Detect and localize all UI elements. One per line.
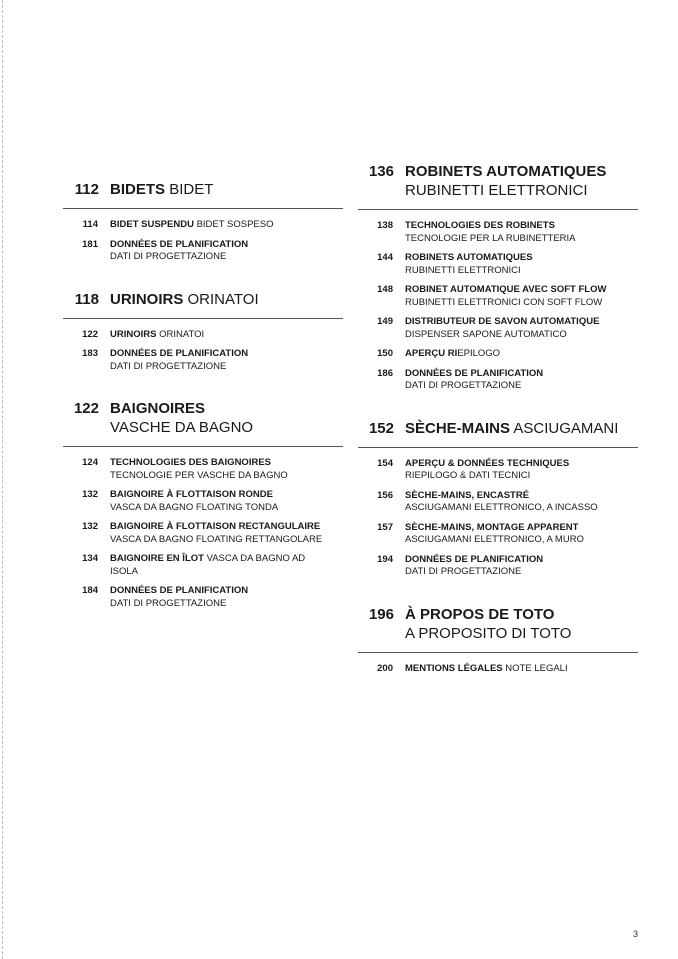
- section-heading[interactable]: [63, 399, 343, 437]
- toc-section-a-propos: [358, 605, 638, 676]
- section-title-it: VASCHE DA BAGNO: [110, 419, 254, 436]
- entry-title-it: VASCA DA BAGNO AD ISOLA: [110, 553, 306, 577]
- section-title: [110, 399, 253, 437]
- toc-section-bidets: [63, 180, 343, 264]
- entry-page-number: 200: [377, 662, 393, 674]
- section-title-it: RUBINETTI ELETTRONICI: [405, 182, 588, 199]
- entry-title-it: TECNOLOGIE PER LA RUBINETTERIA: [405, 232, 576, 244]
- section-title-fr: À PROPOS DE TOTO: [405, 605, 555, 623]
- toc-entry[interactable]: [358, 348, 638, 361]
- section-title: [110, 290, 259, 309]
- entry-page-number: 124: [82, 457, 98, 468]
- entry-page-number: 132: [82, 489, 98, 500]
- toc-entry[interactable]: [358, 220, 638, 245]
- section-page-number: 152: [368, 419, 394, 437]
- entry-title-fr: APERÇU & DONNÉES TECHNIQUES: [405, 457, 570, 469]
- toc-entry[interactable]: [63, 219, 343, 232]
- entry-text: [405, 663, 568, 676]
- entry-title-fr: DISTRIBUTEUR DE SAVON AUTOMATIQUE: [405, 316, 600, 327]
- toc-entry[interactable]: [358, 663, 638, 676]
- section-title-fr: SÈCHE-MAINS: [405, 419, 511, 437]
- entry-page-number: 181: [82, 238, 98, 250]
- section-title-it: A PROPOSITO DI TOTO: [405, 624, 572, 642]
- entry-title-it: EPILOGO: [457, 348, 501, 359]
- entry-text: [405, 348, 500, 361]
- section-divider: [358, 652, 638, 653]
- section-divider: [358, 209, 638, 210]
- entry-text: [110, 457, 288, 482]
- entry-page-number: 150: [377, 348, 393, 359]
- entry-page-number: 184: [82, 585, 98, 596]
- toc-entry[interactable]: [358, 316, 638, 341]
- entry-text: [405, 490, 598, 515]
- entry-text: [405, 284, 606, 309]
- entry-page-number: 134: [82, 553, 98, 564]
- entry-page-number: 157: [377, 521, 393, 533]
- section-title: [405, 419, 618, 438]
- entry-page-number: 186: [377, 367, 393, 379]
- section-heading[interactable]: [358, 162, 638, 200]
- entry-text: [405, 522, 584, 547]
- entry-text: [110, 521, 322, 546]
- page-number: 3: [632, 929, 638, 939]
- toc-entry[interactable]: [63, 585, 343, 610]
- entry-text: [110, 219, 273, 232]
- section-title-fr: BIDETS: [110, 181, 166, 198]
- entry-title-fr: ROBINET AUTOMATIQUE AVEC SOFT FLOW: [405, 284, 607, 295]
- entry-title-it: RIEPILOGO & DATI TECNICI: [405, 470, 531, 481]
- entry-title-fr: BAIGNOIRE À FLOTTAISON RECTANGULAIRE: [110, 521, 321, 532]
- section-divider: [63, 318, 343, 319]
- entry-page-number: 122: [82, 328, 98, 340]
- toc-section-urinoirs: [63, 290, 343, 374]
- section-title-fr: BAIGNOIRES: [110, 400, 206, 417]
- section-divider: [358, 447, 638, 448]
- entry-text: [110, 553, 310, 578]
- entry-title-fr: MENTIONS LÉGALES: [405, 662, 503, 674]
- entry-title-it: TECNOLOGIE PER VASCHE DA BAGNO: [110, 469, 288, 481]
- entry-page-number: 132: [82, 521, 98, 532]
- entry-title-it: VASCA DA BAGNO FLOATING RETTANGOLARE: [110, 533, 323, 545]
- section-title-it: ORINATOI: [187, 290, 259, 308]
- entry-page-number: 149: [377, 316, 393, 327]
- entry-text: [405, 554, 543, 579]
- toc-entry[interactable]: [358, 490, 638, 515]
- toc-entry[interactable]: [63, 457, 343, 482]
- entry-title-it: VASCA DA BAGNO FLOATING TONDA: [110, 501, 279, 513]
- entry-title-it: DATI DI PROGETTAZIONE: [405, 566, 522, 577]
- toc-entry[interactable]: [63, 521, 343, 546]
- section-heading[interactable]: [358, 605, 638, 643]
- entry-title-fr: ROBINETS AUTOMATIQUES: [405, 252, 533, 263]
- section-page-number: 122: [73, 400, 99, 417]
- section-divider: [63, 208, 343, 209]
- entry-text: [110, 329, 204, 342]
- section-title-fr: ROBINETS AUTOMATIQUES: [405, 163, 607, 180]
- entry-title-fr: DONNÉES DE PLANIFICATION: [110, 238, 249, 250]
- entry-title-fr: DONNÉES DE PLANIFICATION: [110, 348, 249, 359]
- entry-page-number: 154: [377, 457, 393, 469]
- entry-text: [405, 252, 533, 277]
- toc-entry[interactable]: [358, 284, 638, 309]
- entry-title-fr: SÈCHE-MAINS, ENCASTRÉ: [405, 489, 530, 501]
- toc-entry[interactable]: [63, 348, 343, 373]
- entry-title-it: RUBINETTI ELETTRONICI CON SOFT FLOW: [405, 296, 603, 308]
- section-title: [110, 180, 213, 199]
- section-title-fr: URINOIRS: [110, 290, 184, 308]
- toc-entry[interactable]: [63, 239, 343, 264]
- entry-title-it: DATI DI PROGETTAZIONE: [110, 597, 227, 609]
- entry-title-fr: TECHNOLOGIES DES BAIGNOIRES: [110, 457, 271, 468]
- entry-title-it: ASCIUGAMANI ELETTRONICO, A INCASSO: [405, 502, 598, 513]
- section-page-number: 196: [368, 605, 394, 623]
- entry-text: [405, 368, 543, 393]
- entry-page-number: 114: [82, 219, 98, 230]
- entry-title-it: DATI DI PROGETTAZIONE: [110, 360, 227, 372]
- toc-entry[interactable]: [358, 252, 638, 277]
- entry-title-fr: TECHNOLOGIES DES ROBINETS: [405, 220, 555, 231]
- section-page-number: 112: [74, 181, 99, 198]
- toc-entry[interactable]: [358, 522, 638, 547]
- section-page-number: 136: [368, 163, 394, 180]
- entry-page-number: 148: [377, 284, 393, 295]
- section-divider: [63, 446, 343, 447]
- entry-page-number: 156: [377, 489, 393, 501]
- entry-title-fr: DONNÉES DE PLANIFICATION: [405, 553, 544, 565]
- entry-title-fr: BAIGNOIRE À FLOTTAISON RONDE: [110, 489, 273, 500]
- section-heading[interactable]: [63, 290, 343, 309]
- entry-title-fr: DONNÉES DE PLANIFICATION: [110, 585, 249, 596]
- toc-entry[interactable]: [63, 553, 343, 578]
- entry-title-it: BIDET SOSPESO: [196, 219, 274, 230]
- toc-entry[interactable]: [358, 368, 638, 393]
- section-heading[interactable]: [63, 180, 343, 199]
- entry-title-fr: URINOIRS: [110, 328, 157, 340]
- toc-entry[interactable]: [63, 329, 343, 342]
- toc-section-seche-mains: [358, 419, 638, 579]
- entry-text: [110, 348, 248, 373]
- entry-text: [405, 316, 599, 341]
- entry-page-number: 138: [377, 220, 393, 231]
- entry-page-number: 144: [377, 252, 393, 263]
- entry-text: [110, 585, 248, 610]
- section-heading[interactable]: [358, 419, 638, 438]
- section-title: [405, 162, 606, 200]
- toc-right-column: [358, 162, 638, 701]
- section-title-it: BIDET: [169, 181, 214, 198]
- entry-title-it: ASCIUGAMANI ELETTRONICO, A MURO: [405, 534, 584, 545]
- entry-title-it: NOTE LEGALI: [505, 662, 568, 674]
- section-title: [405, 605, 571, 643]
- toc-entry[interactable]: [358, 458, 638, 483]
- toc-left-column: [63, 180, 343, 636]
- section-title-it: ASCIUGAMANI: [513, 419, 619, 437]
- entry-page-number: 194: [377, 553, 393, 565]
- entry-title-it: DATI DI PROGETTAZIONE: [110, 251, 227, 262]
- entry-page-number: 183: [82, 348, 98, 359]
- entry-title-fr: SÈCHE-MAINS, MONTAGE APPARENT: [405, 521, 579, 533]
- entry-text: [405, 220, 576, 245]
- entry-title-fr: DONNÉES DE PLANIFICATION: [405, 367, 544, 379]
- entry-title-it: DISPENSER SAPONE AUTOMATICO: [405, 328, 567, 340]
- toc-entry[interactable]: [63, 489, 343, 514]
- toc-section-baignoires: [63, 399, 343, 610]
- entry-title-fr: BIDET SUSPENDU: [110, 219, 194, 230]
- entry-title-fr: APERÇU RI: [405, 348, 458, 359]
- entry-title-it: DATI DI PROGETTAZIONE: [405, 380, 522, 391]
- entry-text: [110, 489, 278, 514]
- entry-text: [110, 239, 248, 264]
- entry-title-it: RUBINETTI ELETTRONICI: [405, 264, 521, 276]
- toc-section-robinets: [358, 162, 638, 393]
- toc-entry[interactable]: [358, 554, 638, 579]
- entry-title-fr: BAIGNOIRE EN ÎLOT: [110, 553, 204, 564]
- section-page-number: 118: [74, 290, 99, 308]
- entry-title-it: ORINATOI: [159, 328, 205, 340]
- entry-text: [405, 458, 569, 483]
- page-edge-dashed-line: [2, 0, 3, 959]
